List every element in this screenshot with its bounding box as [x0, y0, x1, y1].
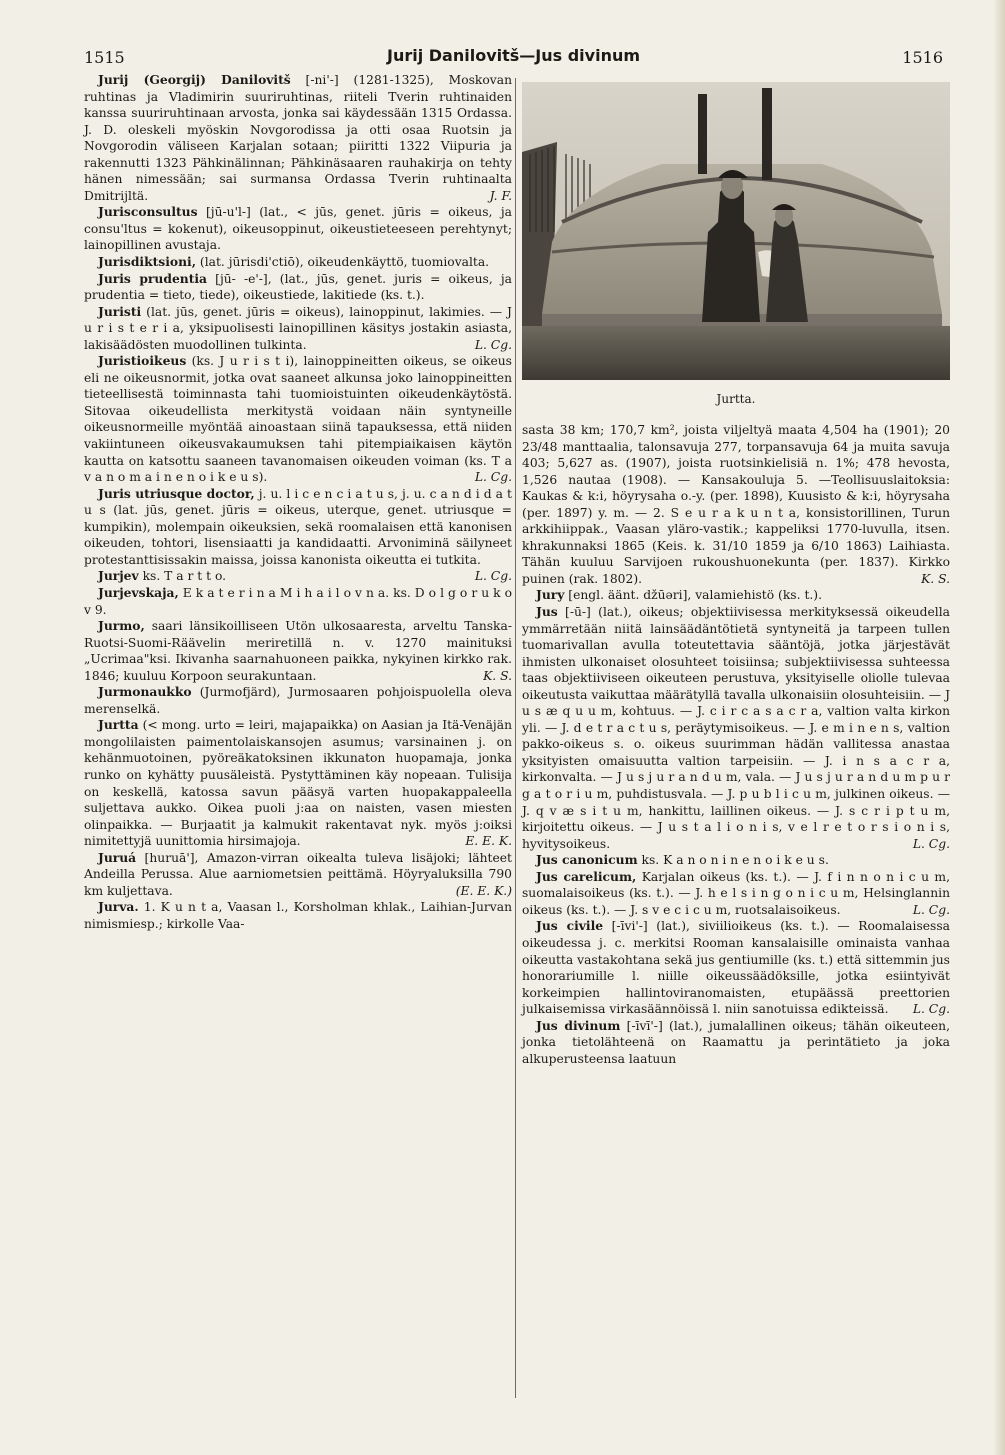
right-column	[522, 422, 950, 1067]
dictionary-entry	[84, 254, 512, 271]
entry-text: [-īvi'-] (lat.), siviilioikeus (ks. t.). — Roomalaisessa oikeudessa j. c. merkitsi Rooman kansalaisille ominaista vanhaa oikeutta vastakohtana sekä jus gentiumille (ks. t.) että sittemmin jus honorariumille l. niille oikeussäädöksille, jotka esiintyivät korkeimpien hallintoviranomaisten, etupäässä preettorien julkaisemissa virkasäännöissä l. niin sanotuissa edikteissä.	[522, 919, 950, 1017]
yurt-photo	[522, 82, 950, 380]
dictionary-entry	[522, 852, 950, 869]
entry-text: saari länsikoilliseen Utön ulkosaaresta, arveltu Tanska-Ruotsi-Suomi-Räävelin meriretillä n. v. 1270 mainituksi „Ucrimaa"ksi. Ikivanha saarnahuoneen paikka, nykyinen kirkko rak. 1846; kuuluu Korpoon seurakuntaan.	[84, 619, 512, 683]
entry-headword: Juris prudentia	[98, 270, 208, 286]
entry-text: (< mong. urto = leiri, majapaikka) on Aasian ja Itä-Venäjän mongolilaisten paimentolaiskansojen asumus; varsinainen j. on kehänmuotoinen, pyöreäkatoksinen ikkunaton huopamaja, jonka runko on kyhätty puusäleistä. Pystyttäminen käy nopeaan. Tulisija on keskellä, katossa savun pääsyä varten huopakappaleella suljettava aukko. Oikea puoli j:aa on naisten, vasen miesten olinpaikka. — Burjaatit ja kalmukit rakentavat nyk. myös j:oiksi nimitettyjä uunittomia hirsimajoja.	[84, 718, 512, 849]
dictionary-entry	[84, 684, 512, 717]
entry-headword: Jurmo,	[98, 618, 145, 634]
entry-text: 1. K u n t a, Vaasan l., Korsholman khlak., Laihian-Jurvan nimismiesp.; kirkolle Vaa-	[84, 900, 512, 931]
entry-text: (ks. J u r i s t i), lainoppineitten oikeus, se oikeus eli ne oikeusnormit, jotka ovat saaneet alkunsa joko lainoppineitten tieteellisestä toiminnasta tahi tuomioistuinten oikeudenkäytöstä. Sitovaa oikeudellista merkitystä voidaan näin syntyneille oikeusnormeille myöntää ainoastaan siinä tapauksessa, että niiden vakiintuneen oikeusvakaumuksen tahi pitempiaikaisen käytön kautta on katsottu saaneen tavanomaisen oikeuden voiman (ks. T a v a n o m a i n e n o i k e u s).	[84, 354, 512, 485]
dictionary-entry	[84, 585, 512, 618]
entry-headword: Jurmonaukko	[98, 684, 192, 700]
dictionary-entry	[84, 353, 512, 485]
column-divider	[515, 78, 516, 1398]
dictionary-entry	[84, 271, 512, 304]
entry-text: Karjalan oikeus (ks. t.). — J. f i n n o n i c u m, suomalaisoikeus (ks. t.). — J. h e l s i n g o n i c u m, Helsinglannin oikeus (ks. t.). — J. s v e c i c u m, ruotsalaisoikeus.	[522, 869, 950, 917]
entry-text: (Jurmofjärd), Jurmosaaren pohjoispuolella oleva merenselkä.	[84, 685, 512, 716]
dictionary-entry	[522, 918, 950, 1017]
author-signature: K. S.	[483, 668, 512, 683]
entry-headword: Jurjev	[98, 568, 139, 584]
entry-headword: Jurtta	[98, 717, 139, 733]
dictionary-entry	[84, 204, 512, 254]
entry-text: [-īvī'-] (lat.), jumalallinen oikeus; tähän oikeuteen, jonka tietolähteenä on Raamattu ja perintätieto ja joka alkuperusteensa laatuun	[522, 1018, 950, 1066]
entry-headword: Jus	[536, 604, 558, 620]
entry-text: ks. K a n o n i n e n o i k e u s.	[637, 853, 829, 868]
entry-text: E k a t e r i n a M i h a i l o v n a. ks. D o l g o r u k o v 9.	[84, 585, 512, 617]
running-title: Jurij Danilovitš—Jus divinum	[386, 46, 641, 65]
dictionary-entry	[84, 568, 512, 585]
entry-headword: Juris utriusque doctor,	[98, 485, 255, 501]
figure-caption: Jurtta.	[716, 392, 756, 406]
entry-text: [-ni'-] (1281-1325), Moskovan ruhtinas ja Vladimirin suuriruhtinas, riiteli Tverin ruhtinaiden kanssa suuriruhtinaan arvosta, jonka sai käydessään 1315 Ordassa. J. D. oleskeli myöskin Novgorodissa ja otti osaa Ruotsin ja Novgorodin väliseen Karjalan sotaan; piiritti 1322 Viipuria ja rakennutti 1323 Pähkinälinnan; Pähkinäsaaren rauhakirja on tehty hänen nimessään; sai surmansa Ordassa Tverin ruhtinaalta Dmitrijltä.	[84, 73, 512, 203]
entry-text: j. u. l i c e n c i a t u s, j. u. c a n d i d a t u s (lat. jūs, genet. jūris = oikeus, uterque, genet. utriusque = kumpikin), molempain oikeuksien, sekä roomalaisen että kanonisen oikeuden, tohtori, lisensiaatti ja kandidaatti. Arvoniminä säilyneet protestanttisissakin maissa, joissa kanonista oikeutta ei tutkita.	[84, 486, 512, 567]
author-signature: L. Cg.	[474, 337, 512, 352]
entry-text: sasta 38 km; 170,7 km², joista viljeltyä maata 4,504 ha (1901); 20 23/48 manttaalia, talonsavuja 277, torpansavuja 64 ja muita savuja 403; 5,627 as. (1907), joista ruotsinkielisiä n. 1%; 478 hevosta, 1,526 nautaa (1908). — Kansakouluja 5. —Teollisuuslaitoksia: Kaukas & k:i, höyrysaha o.-y. (per. 1898), Kuusisto & k:i, höyrysaha (per. 1897) y. m. — 2. S e u r a k u n t a, konsistorillinen, Turun arkkihiippak., Vaasan yläro-vastik.; kappeliksi 1770-luvulla, itsen. khrakunnaksi 1865 (Keis. k. 31/10 1859 ja 6/10 1863) Laihiasta. Tähän kuuluu Sarvijoen rukoushuonekunta (per. 1837). Kirkko puinen (rak. 1802).	[522, 423, 950, 586]
entry-headword: Jurisconsultus	[98, 204, 198, 220]
author-signature: L. Cg.	[912, 836, 950, 851]
entry-headword: Jurij (Georgij) Danilovitš	[98, 72, 291, 87]
entry-text: [engl. äänt. džūəri], valamiehistö (ks. t.).	[564, 588, 822, 603]
page-header	[84, 46, 943, 70]
dictionary-entry	[522, 869, 950, 919]
entry-headword: Juruá	[98, 849, 137, 865]
dictionary-entry	[84, 618, 512, 684]
page-number-left: 1515	[84, 48, 125, 67]
author-signature: L. Cg.	[912, 902, 950, 917]
author-signature: E. E. K.	[465, 834, 512, 849]
dictionary-entry	[522, 1018, 950, 1068]
entry-headword: Jurjevskaja,	[98, 584, 179, 600]
author-signature: K. S.	[921, 571, 950, 586]
entry-text: (lat. jūs, genet. jūris = oikeus), lainoppinut, lakimies. — J u r i s t e r i a, yksipuolisesti lainopillinen käsitys jostakin asiasta, lakisäädösten muodollinen tulkinta.	[84, 304, 512, 352]
author-signature: L. Cg.	[474, 470, 512, 485]
dictionary-entry	[84, 304, 512, 354]
entry-text: (lat. jūrisdi'ctiō), oikeudenkäyttö, tuomiovalta.	[196, 255, 490, 270]
dictionary-entry	[84, 72, 512, 204]
page-edge	[993, 0, 1005, 1455]
entry-headword: Juristioikeus	[98, 353, 187, 369]
author-signature: L. Cg.	[912, 1002, 950, 1017]
page-number-right: 1516	[902, 48, 943, 67]
entry-headword: Jus canonicum	[536, 852, 638, 868]
entry-text: [jū-u'l-] (lat., < jūs, genet. jūris = oikeus, ja consu'ltus = kokenut), oikeusoppinut, oikeustieteeseen perehtynyt; lainopillinen avustaja.	[84, 205, 512, 253]
dictionary-entry	[84, 850, 512, 900]
dictionary-entry	[84, 717, 512, 849]
entry-headword: Jus civile	[536, 918, 604, 934]
dictionary-entry	[522, 604, 950, 852]
entry-headword: Jury	[536, 587, 565, 603]
entry-headword: Jus divinum	[536, 1017, 621, 1033]
author-signature: L. Cg.	[474, 569, 512, 584]
entry-headword: Jus carelicum,	[536, 868, 637, 884]
left-column	[84, 72, 512, 932]
dictionary-entry	[522, 422, 950, 587]
author-signature: (E. E. K.)	[455, 883, 512, 898]
dictionary-entry	[522, 587, 950, 604]
entry-headword: Juristi	[98, 303, 142, 319]
dictionary-entry	[84, 899, 512, 932]
entry-headword: Jurva.	[98, 899, 139, 915]
entry-text: ks. T a r t t o.	[138, 569, 227, 584]
entry-headword: Jurisdiktsioni,	[98, 254, 196, 270]
yurt-illustration	[522, 82, 950, 380]
author-signature: J. F.	[489, 188, 512, 203]
entry-text: [jū- -e'-], (lat., jūs, genet. juris = oikeus, ja prudentia = tieto, tiede), oikeustiede, lakitiede (ks. t.).	[84, 271, 512, 303]
entry-text: [huruā'], Amazon-virran oikealta tuleva lisäjoki; lähteet Andeilla Perussa. Alue aarniometsien peittämä. Höyryaluksilla 790 km kuljettava.	[84, 850, 512, 898]
entry-text: [-ū-] (lat.), oikeus; objektiivisessa merkityksessä oikeudella ymmärretään niitä lainsäädäntötietä syntyneitä ja tarpeen tullen tuomarivallan avulla toteutettavia sääntöjä, jotka järjestävät ihmisten ulkonaiset olosuhteet toisiinsa; subjektiivisessa suhteessa taas objektiiviseen oikeuteen perustuva, yksityiselle oliolle tulevaa oikeutusta vaikuttaa määrätyllä tavalla ulkonaisiin olosuhteisiin. — J u s æ q u u m, kohtuus. — J. c i r c a s a c r a, valtion valta kirkon yli. — J. d e t r a c t u s, peräytymisoikeus. — J. e m i n e n s, valtion pakko-oikeus s. o. oikeus suurimman hädän vallitessa anastaa yksityisten omaisuutta valtion tarpeisiin. — J. i n s a c r a, kirkonvalta. — J u s j u r a n d u m, vala. — J u s j u r a n d u m p u r g a t o r i u m, puhdistusvala. — J. p u b l i c u m, julkinen oikeus. — J. q v æ s i t u m, hankittu, laillinen oikeus. — J. s c r i p t u m, kirjoitettu oikeus. — J u s t a l i o n i s, v e l r e t o r s i o n i s, hyvitysoikeus.	[522, 605, 950, 851]
